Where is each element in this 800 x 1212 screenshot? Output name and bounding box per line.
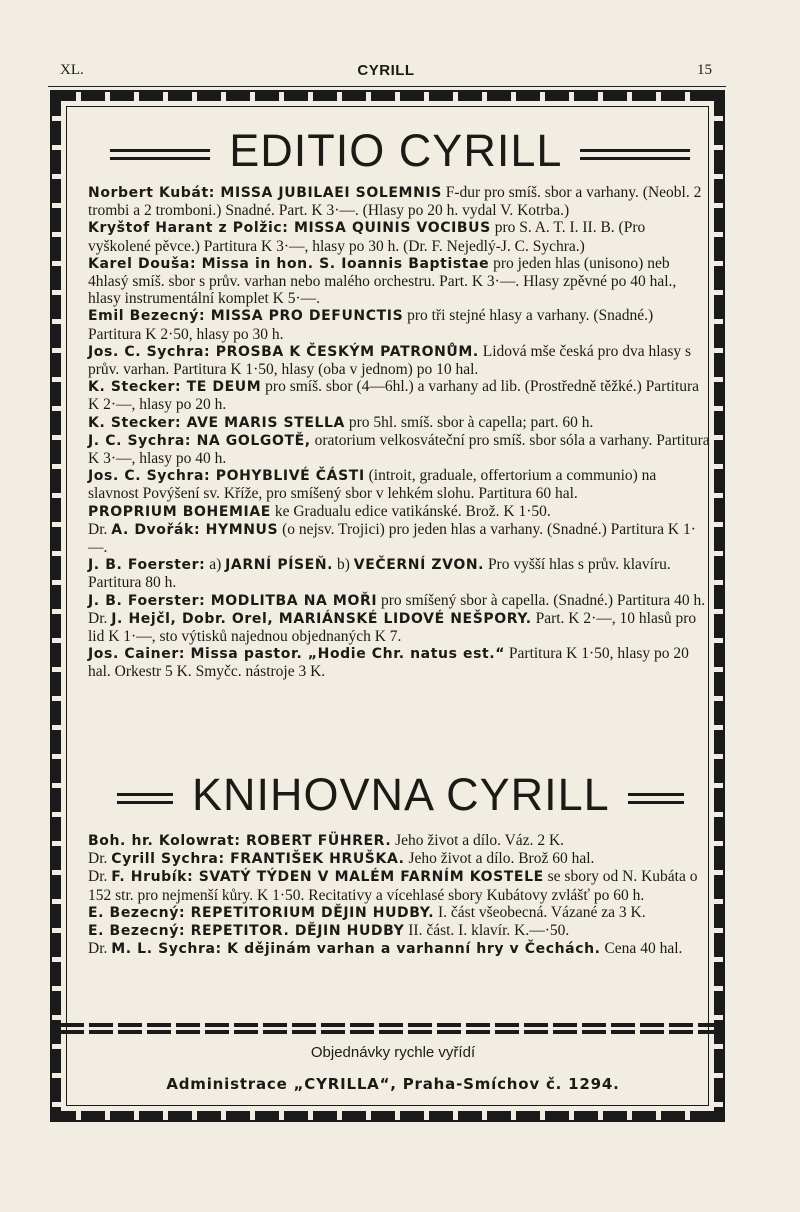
entry-heading: K. Stecker: AVE MARIS STELLA — [88, 414, 345, 431]
entry-text: F-dur pro smíš. sbor a varhany. (Neobl. 2 trombi a 2 tromboni.) Snadné. Part. K 3·—. (Hlasy po 20 h. vydal V. Kotrba.) — [88, 184, 702, 220]
catalog-entry — [88, 255, 710, 308]
entry-heading: Jos. Cainer: Missa pastor. „Hodie Chr. natus est.“ — [88, 646, 506, 663]
entry-heading: J. Hejčl, Dobr. Orel, MARIÁNSKÉ LIDOVÉ NEŠPORY. — [111, 610, 532, 627]
entry-heading: Jos. C. Sychra: POHYBLIVÉ ČÁSTI — [88, 468, 365, 485]
dashed-separator — [60, 1023, 726, 1034]
entry-heading: J. C. Sychra: NA GOLGOTĚ, — [88, 432, 311, 449]
entry-text: Jeho život a dílo. Váz. 2 K. — [391, 832, 565, 849]
knihovna-heading — [0, 770, 800, 820]
entry-text: Dr. — [88, 850, 112, 868]
entry-text: Lidová mše česká pro dva hlasy s prův. varhan. Partitura K 1·50, hlasy (oba v jednom) po 10 hal. — [88, 342, 692, 379]
entry-heading: JARNÍ PÍSEŇ. — [225, 557, 334, 574]
entry-text: II. část. I. klavír. K.—·50. — [404, 922, 570, 940]
entry-heading: E. Bezecný: REPETITOR. DĚJIN HUDBY — [88, 923, 405, 940]
entry-heading: Boh. hr. Kolowrat: ROBERT FÜHRER. — [88, 833, 392, 849]
entry-text: pro jeden hlas (unisono) neb 4hlasý smíš. sbor s prův. varhan nebo malého orchestru. Part. K 3·—. Hlasy zpěvné po 40 hal., hlasy instrumentální komplet K 5·—. — [88, 254, 677, 308]
entry-text: Dr. — [88, 868, 112, 886]
entry-heading: J. B. Foerster: — [88, 557, 206, 574]
entry-heading: E. Bezecný: REPETITORIUM DĚJIN HUDBY. — [88, 904, 435, 921]
catalog-entry — [88, 832, 710, 850]
catalog-entry — [88, 343, 710, 378]
catalog-entry — [88, 556, 710, 591]
volume-number: XL. — [60, 62, 84, 78]
entry-heading: K. Stecker: TE DEUM — [88, 379, 262, 396]
catalog-entry — [88, 378, 710, 413]
catalog-entry — [88, 592, 710, 610]
entry-heading: F. Hrubík: SVATÝ TÝDEN V MALÉM FARNÍM KOSTELE — [111, 869, 544, 886]
entry-text: b) — [333, 556, 354, 574]
editio-title: EDITIO CYRILL — [229, 125, 561, 176]
catalog-entry — [88, 307, 710, 342]
entry-text: Cena 40 hal. — [600, 940, 683, 958]
catalog-entry — [88, 850, 710, 868]
entry-text: (o nejsv. Trojici) pro jeden hlas a varhany. (Snadné.) Partitura K 1·—. — [88, 520, 696, 557]
entry-heading: Cyrill Sychra: FRANTIŠEK HRUŠKA. — [111, 851, 405, 868]
entry-text: pro tři stejné hlasy a varhany. (Snadné.) Partitura K 2·50, hlasy po 30 h. — [88, 307, 654, 343]
catalog-entry — [88, 184, 710, 219]
right-double-rule — [580, 149, 690, 160]
catalog-entry — [88, 868, 710, 903]
entry-text: Jeho život a dílo. Brož 60 hal. — [404, 850, 595, 868]
entry-text: (introit, graduale, offertorium a communio) na slavnost Povýšení sv. Kříže, pro smíšený sbor v lehkém slohu. Partitura 60 hal. — [88, 467, 657, 503]
entry-heading: Karel Douša: Missa in hon. S. Ioannis Baptistae — [88, 255, 490, 272]
catalog-entry — [88, 940, 710, 958]
entry-heading: J. B. Foerster: MODLITBA NA MOŘI — [88, 592, 378, 609]
entry-text: Partitura K 1·50, hlasy po 20 hal. Orkestr 5 K. Smyčc. nástroje 3 K. — [88, 645, 689, 681]
entry-heading: VEČERNÍ ZVON. — [353, 557, 485, 574]
entry-text: se sbory od N. Kubáta o 152 str. pro nejmenší kůry. K 1·50. Recitativy a vícehlasé sbory Kubátovy zvlášť po 60 h. — [88, 868, 698, 904]
knihovna-title: KNIHOVNA CYRILL — [192, 769, 608, 820]
entry-heading: Jos. C. Sychra: PROSBA K ČESKÝM PATRONŮM. — [88, 343, 479, 360]
catalog-entry — [88, 521, 710, 556]
entry-text: ke Gradualu edice vatikánské. Brož. K 1·50. — [270, 502, 551, 520]
entry-heading: Emil Bezecný: MISSA PRO DEFUNCTIS — [88, 308, 404, 325]
catalog-entry — [88, 219, 710, 254]
entry-text: pro smíš. sbor (4—6hl.) a varhany ad lib. (Prostředně těžké.) Partitura K 2·—, hlasy po 20 h. — [88, 378, 700, 414]
catalog-entry — [88, 904, 710, 922]
journal-title: CYRILL — [357, 62, 415, 79]
catalog-entry — [88, 432, 710, 467]
entry-text: Pro vyšší hlas s prův. klavíru. Partitura 80 h. — [88, 556, 671, 592]
entry-text: pro 5hl. smíš. sbor à capella; part. 60 h. — [344, 413, 594, 431]
catalog-entry — [88, 467, 710, 502]
entry-heading: Kryštof Harant z Polžic: MISSA QUINIS VOCIBUS — [88, 220, 491, 237]
catalog-entry — [88, 610, 710, 645]
entry-text: Dr. — [88, 609, 112, 627]
entry-heading: M. L. Sychra: K dějinám varhan a varhanní hry v Čechách. — [111, 941, 601, 958]
catalog-entry — [88, 645, 710, 680]
left-double-rule — [110, 149, 210, 160]
entry-text: Part. K 2·—, 10 hlasů pro lid K 1·—, sto výtisků najednou objednaných K 7. — [88, 609, 697, 646]
editio-heading — [0, 126, 800, 176]
catalog-entry — [88, 503, 710, 521]
entry-text: pro S. A. T. I. II. B. (Pro vyškolené pěvce.) Partitura K 3·—, hlasy po 30 h. (Dr. F. Nejedlý-J. C. Sychra.) — [88, 219, 646, 255]
orders-line: Objednávky rychle vyřídí — [310, 1044, 476, 1061]
entry-text: a) — [205, 556, 226, 574]
editio-entries — [88, 184, 710, 681]
running-head — [60, 62, 712, 84]
catalog-entry — [88, 922, 710, 940]
entry-text: I. část všeobecná. Vázané za 3 K. — [434, 903, 646, 921]
entry-heading: A. Dvořák: HYMNUS — [111, 521, 279, 538]
entry-heading: Norbert Kubát: MISSA JUBILAEI SOLEMNIS — [88, 185, 442, 201]
entry-text: pro smíšený sbor à capella. (Snadné.) Partitura 40 h. — [377, 591, 706, 609]
catalog-entry — [88, 414, 710, 432]
header-rule — [48, 86, 726, 87]
entry-text: oratorium velkosváteční pro smíš. sbor sóla a varhany. Partitura K 3·—, hlasy po 40 h. — [88, 431, 710, 468]
entry-text: Dr. — [88, 520, 112, 538]
page-number: 15 — [697, 62, 712, 78]
administration-address: Administrace „CYRILLA“, Praha-Smíchov č. 1294. — [166, 1075, 620, 1093]
right-double-rule — [628, 793, 684, 804]
knihovna-entries — [88, 832, 710, 958]
left-double-rule — [117, 793, 173, 804]
entry-text: Dr. — [88, 940, 112, 958]
entry-heading: PROPRIUM BOHEMIAE — [88, 503, 271, 520]
